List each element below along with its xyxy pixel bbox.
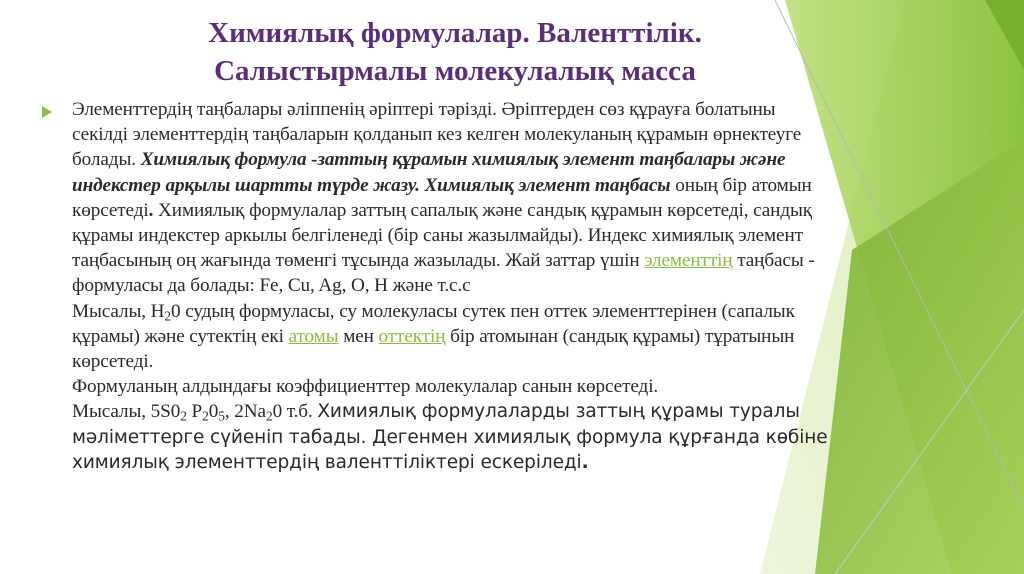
slide-title-line2: Салыстырмалы молекулалық масса <box>214 55 696 87</box>
link-oxygen[interactable]: оттектің <box>378 325 446 347</box>
paragraph-formula-examples: Мысалы, $5S0_2$ $P_20_5$, $2Na_20$ т.б. Химиялық формулаларды заттың құрамы туралы мәліметтерге сүйеніп табады. Дегенмен химиялық формула құрғанда көбіне химиялық элементтердің валенттіліктері ескеріледі. <box>72 401 828 473</box>
slide-title <box>150 14 760 90</box>
link-atom[interactable]: атомы <box>288 325 339 347</box>
definition-emphasis: Химиялық формула -заттың құрамын химиялық элемент таңбалары және индекстер арқылы шартты түрде жазу. Химиялық элемент таңбасы <box>72 149 786 196</box>
paragraph-water-example: Мысалы, $H_20$ судың формуласы, су молекуласы сутек пен оттек элементтерінен (сапалык құрамы) және сутектің екі атомы мен оттектің бір атомынан (сандық құрамы) тұратынын көрсетеді. <box>72 300 795 373</box>
paragraph-definition: Элементтердің таңбалары әліппенің әріптері тәрізді. Әріптерден сөз құрауға болатыны секілді элементтердің таңбаларын қолданып кез келген молекуланың құрамын өрнектеуге болады. Химиялық формула -заттың құрамын химиялық элемент таңбалары және индекстер арқылы шартты түрде жазу. Химиялық элемент таңбасы оның бір атомын көрсетеді. Химиялық формулалар заттың сапалық және сандық құрамын көрсетеді, сандық құрамы индекстер аркылы белгіленеді (бір саны жазылмайды). Индекс химиялық элемент таңбасының оң жағында төменгі тұсында жазылады. Жай заттар үшін элементтің таңбасы - формуласы да болады: Fe, Cu, Ag, O, H және т.с.с <box>72 99 815 297</box>
slide-title-line1: Химиялық формулалар. Валенттілік. <box>208 17 702 49</box>
paragraph-coefficients: Формуланың алдындағы коэффициенттер молекулалар санын көрсетеді. <box>72 376 659 398</box>
bullet-arrow-icon <box>42 106 52 118</box>
link-element[interactable]: элементтің <box>644 250 733 272</box>
slide-body <box>72 97 832 475</box>
